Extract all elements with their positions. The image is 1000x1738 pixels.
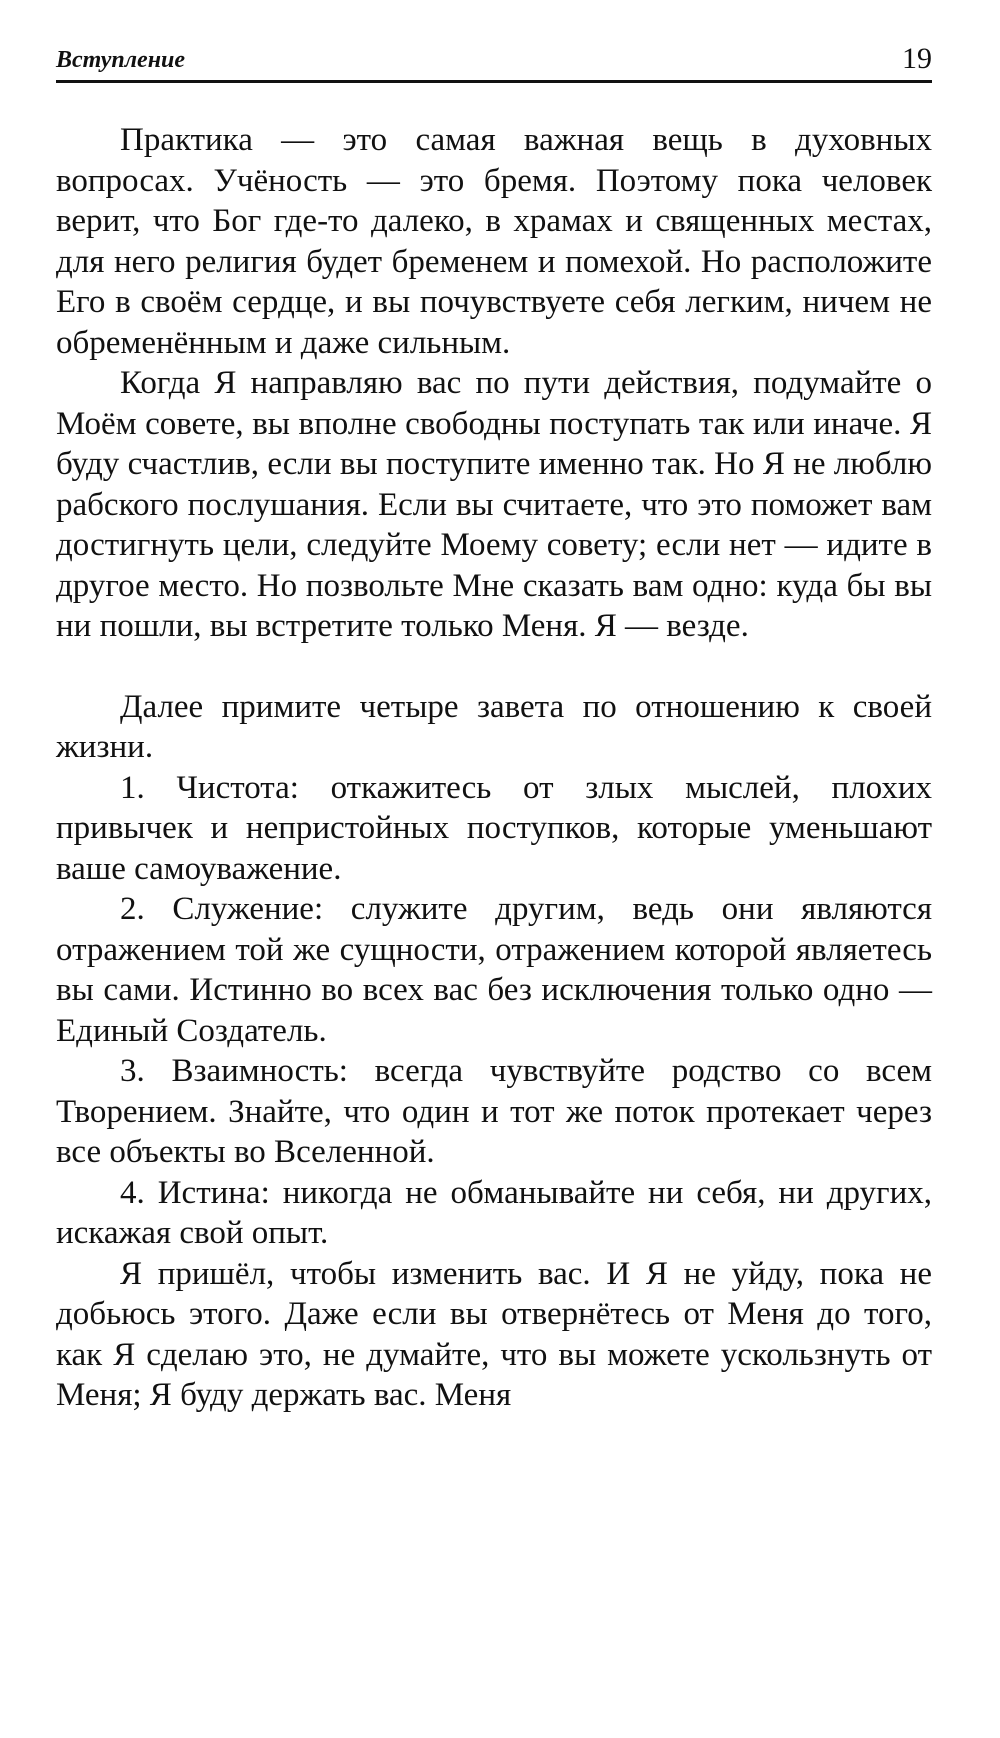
paragraph-closing: Я пришёл, чтобы изменить вас. И Я не уйду, пока не добьюсь этого. Даже если вы отвернётесь от Меня до того, как Я сделаю это, не думайте, что вы можете ускользнуть от Меня; Я буду держать вас. Меня bbox=[56, 1255, 932, 1413]
running-header bbox=[56, 36, 932, 83]
paragraph-guidance: Когда Я направляю вас по пути действия, подумайте о Моём совете, вы вполне свободны поступать так или иначе. Я буду счастлив, если вы поступите именно так. Но Я не люблю рабского послушания. Если вы считаете, что это поможет вам достигнуть цели, следуйте Моему совету; если нет — идите в другое место. Но позвольте Мне сказать вам одно: куда бы вы ни пошли, вы встретите только Меня. Я — везде. bbox=[56, 365, 932, 644]
paragraph-practice: Практика — это самая важная вещь в духовных вопросах. Учёность — это бремя. Поэтому пока человек верит, что Бог где-то далеко, в храмах и священных местах, для него религия будет бременем и помехой. Но расположите Его в своём сердце, и вы почувствуете себя легким, ничем не обременённым и даже сильным. bbox=[56, 122, 932, 361]
list-item-truth: 4. Истина: никогда не обманывайте ни себя, ни других, искажая свой опыт. bbox=[56, 1174, 932, 1251]
section-title: Вступление bbox=[56, 47, 186, 73]
list-item-reciprocity: 3. Взаимность: всегда чувствуйте родство со всем Творением. Знайте, что один и тот же поток протекает через все объекты во Вселенной. bbox=[56, 1053, 932, 1170]
list-item-service: 2. Служение: служите другим, ведь они являются отражением той же сущности, отражением которой являетесь вы сами. Истинно во всех вас без исключения только одно — Единый Создатель. bbox=[56, 891, 932, 1049]
body-text bbox=[56, 120, 932, 1416]
list-item-purity: 1. Чистота: откажитесь от злых мыслей, плохих привычек и непристойных поступков, которые уменьшают ваше самоуважение. bbox=[56, 769, 932, 887]
paragraph-four-vows-intro: Далее примите четыре завета по отношению к своей жизни. bbox=[56, 688, 932, 765]
page-number: 19 bbox=[902, 42, 932, 75]
